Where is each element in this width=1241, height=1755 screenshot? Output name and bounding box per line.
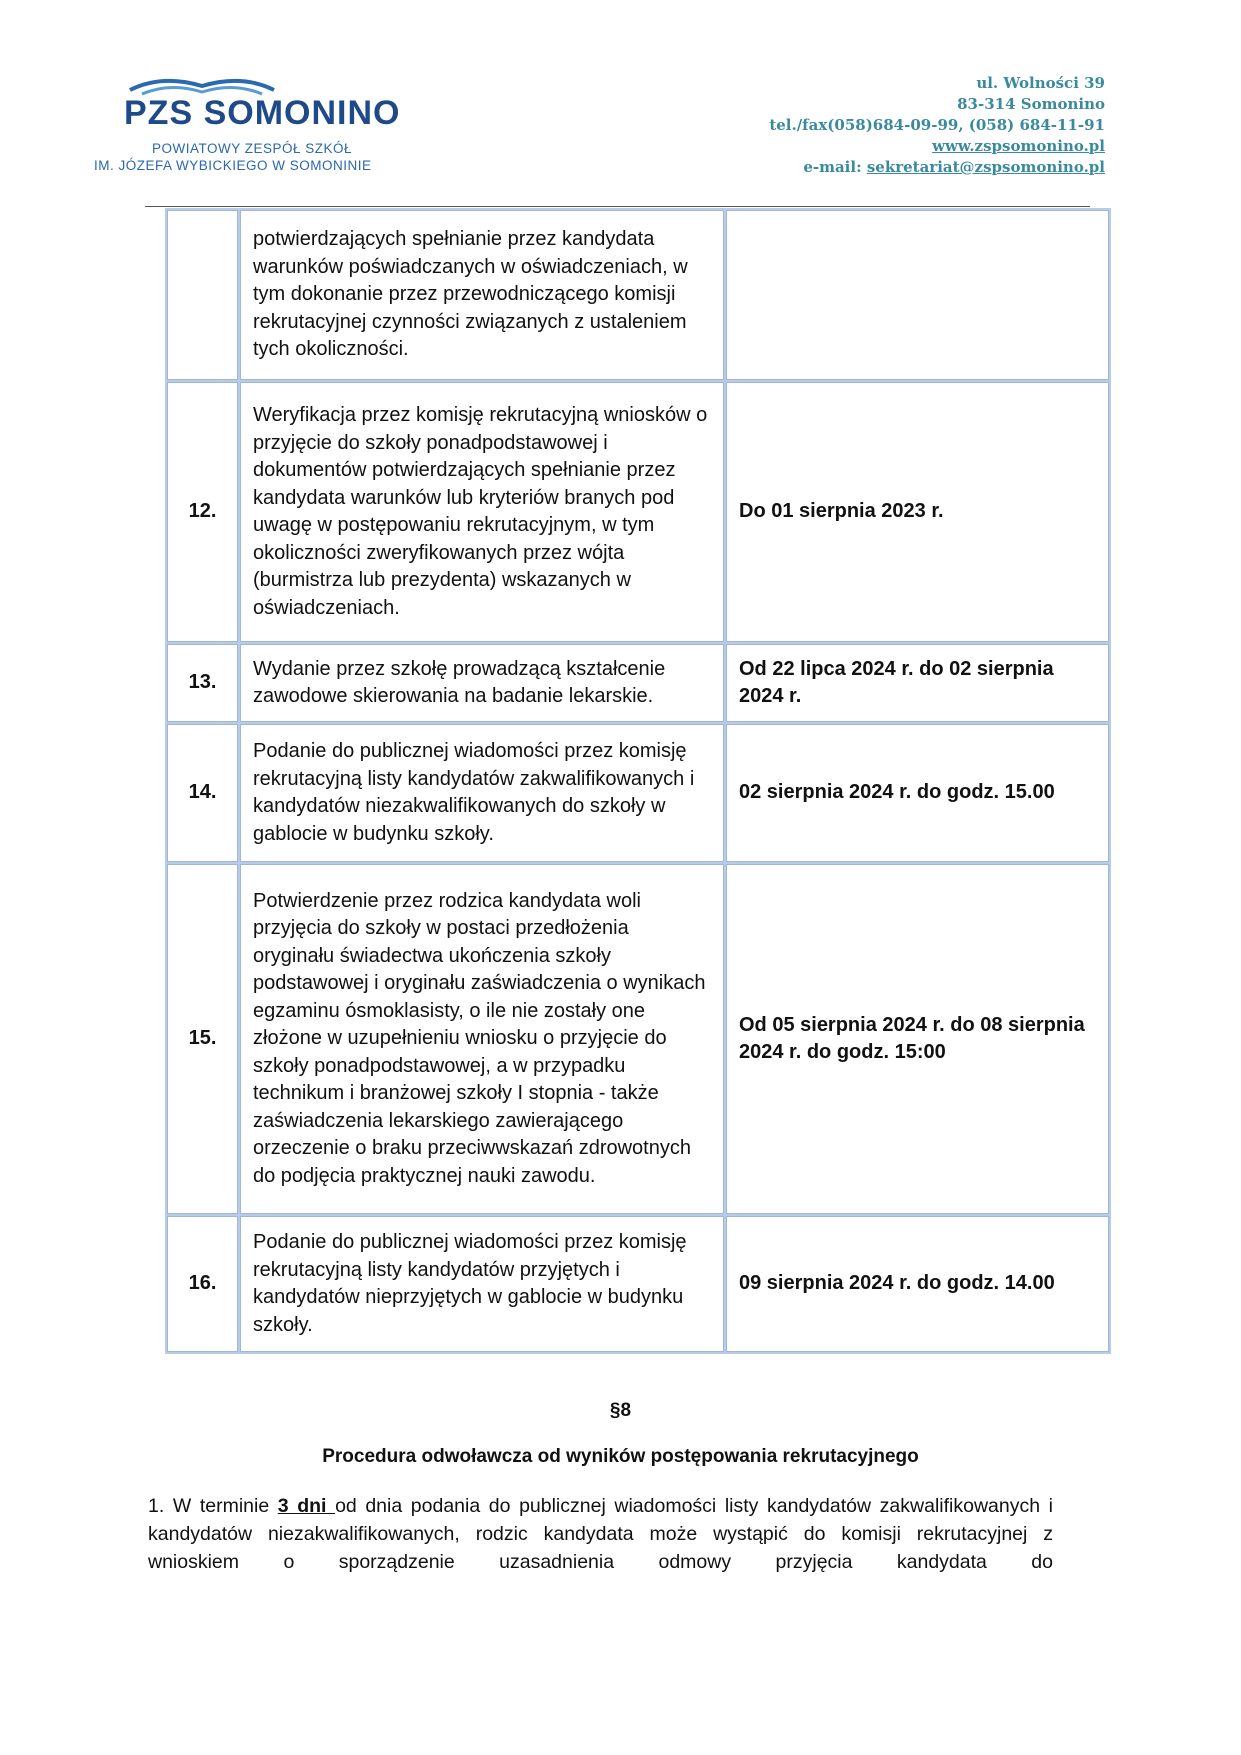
paragraph-start: 1. W terminie xyxy=(148,1495,278,1517)
table-row xyxy=(167,382,1109,642)
paragraph-rest: od dnia podania do publicznej wiadomości listy kandydatów zakwalifikowanych i kandydatów niezakwalifikowanych, rodzic kandydata może wystąpić do komisji rekrutacyjnej z wnioskiem o sporządzenie uzasadnienia odmowy przyjęcia kandydata do xyxy=(148,1495,1053,1573)
table-row xyxy=(167,1216,1109,1352)
row-date xyxy=(726,210,1109,380)
table-row xyxy=(167,864,1109,1214)
row-date: 02 sierpnia 2024 r. do godz. 15.00 xyxy=(726,724,1109,862)
logo-subtitle-2: IM. JÓZEFA WYBICKIEGO W SOMONINIE xyxy=(94,158,372,173)
table-row xyxy=(167,644,1109,722)
row-description: Podanie do publicznej wiadomości przez komisję rekrutacyjną listy kandydatów zakwalifikowanych i kandydatów niezakwalifikowanych do szkoły w gablocie w budynku szkoły. xyxy=(240,724,724,862)
row-number xyxy=(167,210,238,380)
schedule-table xyxy=(165,208,1111,1354)
section-sign: §8 xyxy=(609,1400,632,1421)
row-date: 09 sierpnia 2024 r. do godz. 14.00 xyxy=(726,1216,1109,1352)
paragraph-1 xyxy=(148,1492,1053,1576)
row-description: Potwierdzenie przez rodzica kandydata woli przyjęcia do szkoły w postaci przedłożenia oryginału świadectwa ukończenia szkoły podstawowej i oryginału zaświadczenia o wynikach egzaminu ósmoklasisty, o ile nie zostały one złożone w uzupełnieniu wniosku o przyjęcie do szkoły ponadpodstawowej, a w przypadku technikum i branżowej szkoły I stopnia - także zaświadczenia lekarskiego zawierającego orzeczenie o braku przeciwwskazań zdrowotnych do podjęcia praktycznej nauki zawodu. xyxy=(240,864,724,1214)
row-number: 13. xyxy=(167,644,238,722)
school-logo xyxy=(94,72,422,182)
row-date: Od 22 lipca 2024 r. do 02 sierpnia 2024 r. xyxy=(726,644,1109,722)
row-description: Wydanie przez szkołę prowadzącą kształcenie zawodowe skierowania na badanie lekarskie. xyxy=(240,644,724,722)
row-description: Podanie do publicznej wiadomości przez komisję rekrutacyjną listy kandydatów przyjętych i kandydatów nieprzyjętych w gablocie w budynku szkoły. xyxy=(240,1216,724,1352)
table-row xyxy=(167,210,1109,380)
address-city: 83-314 Somonino xyxy=(957,95,1105,113)
row-number: 12. xyxy=(167,382,238,642)
section-title: Procedura odwoławcza od wyników postępowania rekrutacyjnego xyxy=(322,1446,919,1467)
row-number: 14. xyxy=(167,724,238,862)
phone-fax: tel./fax(058)684-09-99, (058) 684-11-91 xyxy=(769,116,1105,134)
contact-block xyxy=(769,73,1105,178)
website-link[interactable]: www.zspsomonino.pl xyxy=(932,137,1105,155)
row-description: potwierdzających spełnianie przez kandydata warunków poświadczanych w oświadczeniach, w tym dokonanie przez przewodniczącego komisji rekrutacyjnej czynności związanych z ustaleniem tych okoliczności. xyxy=(240,210,724,380)
row-date: Do 01 sierpnia 2023 r. xyxy=(726,382,1109,642)
logo-title: PZS SOMONINO xyxy=(124,94,401,132)
row-number: 16. xyxy=(167,1216,238,1352)
email-label: e-mail: xyxy=(803,158,867,176)
table-row xyxy=(167,724,1109,862)
header-divider xyxy=(145,206,1090,207)
row-date: Od 05 sierpnia 2024 r. do 08 sierpnia 2024 r. do godz. 15:00 xyxy=(726,864,1109,1214)
row-number: 15. xyxy=(167,864,238,1214)
address-street: ul. Wolności 39 xyxy=(976,74,1105,92)
email-link[interactable]: sekretariat@zspsomonino.pl xyxy=(866,158,1105,176)
row-description: Weryfikacja przez komisję rekrutacyjną wniosków o przyjęcie do szkoły ponadpodstawowej i dokumentów potwierdzających spełnianie przez kandydata warunków lub kryteriów branych pod uwagę w postępowaniu rekrutacyjnym, w tym okoliczności zweryfikowanych przez wójta (burmistrza lub prezydenta) wskazanych w oświadczeniach. xyxy=(240,382,724,642)
paragraph-deadline: 3 dni xyxy=(277,1495,336,1517)
logo-subtitle-1: POWIATOWY ZESPÓŁ SZKÓŁ xyxy=(152,141,353,156)
